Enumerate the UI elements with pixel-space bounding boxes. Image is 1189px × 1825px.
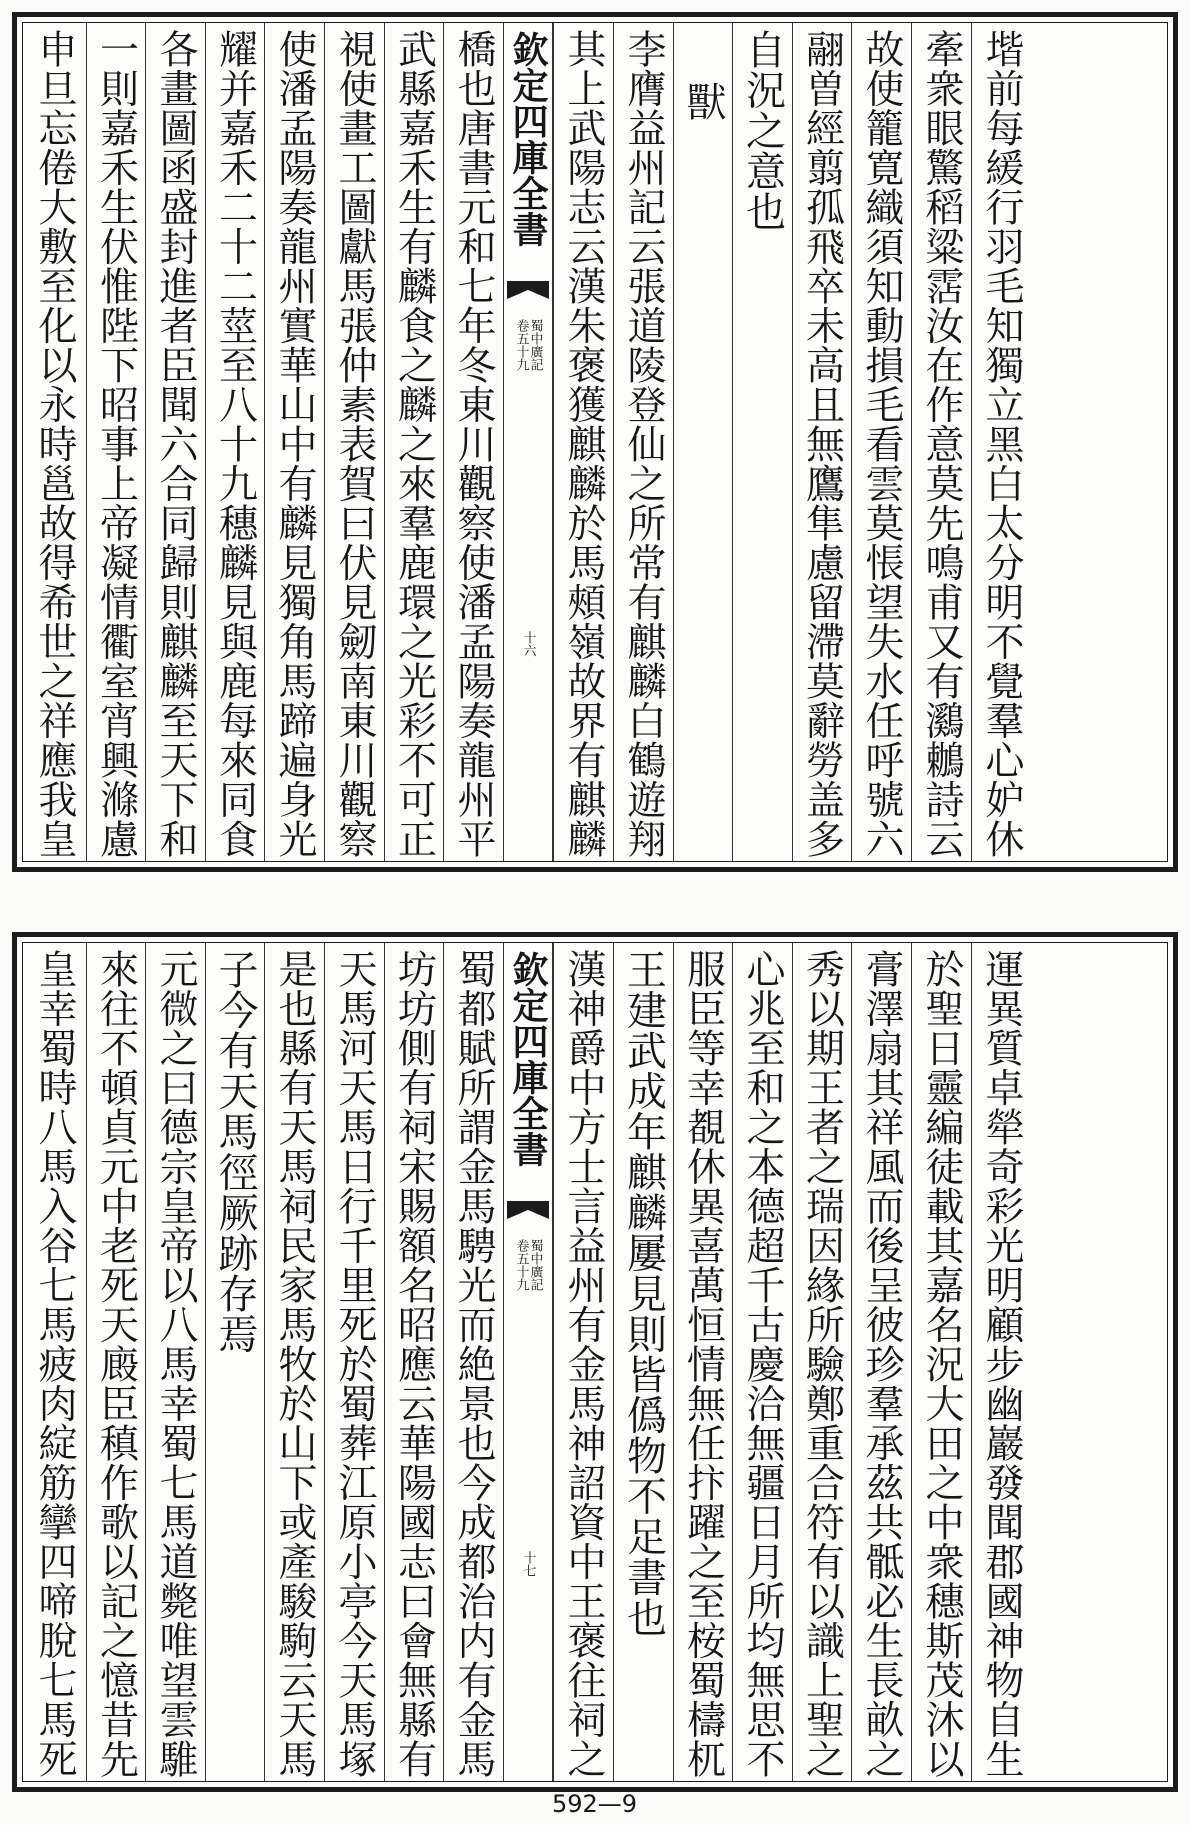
book-name: 蜀中廣記 [527,1239,543,1291]
text-column: 元微之曰德宗皇帝以八馬幸蜀七馬道斃唯望雲騅 [145,943,205,1781]
text-column: 牽衆眼驚稻粱霑汝在作意莫先鳴甫又有鸂鶒詩云 [911,23,971,861]
top-page-block [12,12,1178,872]
text-column: 心兆至和之本德超千古慶洽無疆日月所均無思不 [732,943,792,1781]
text-column: 翮曽經翦孤飛卒未高且無鷹隼慮留滯莫辭勞盖多 [792,23,851,861]
text-column: 皇幸蜀時八馬入谷七馬疲肉綻筋攣四啼脫七馬死 [32,949,77,1779]
text-column: 天馬河天馬日行千里死於蜀葬江原小亭今天馬塚 [324,943,384,1781]
text-column: 故使籠寛織須知動損毛看雲莫悵望失水任呼號六 [851,23,911,861]
book-name: 蜀中廣記 [527,319,543,371]
text-column: 視使畫工圖獻馬張仲素表賀曰伏見劒南東川觀察 [324,23,384,861]
book-title: 欽定四庫全書 [507,951,549,1167]
book-title: 欽定四庫全書 [507,31,549,247]
center-fold-column [503,943,553,1781]
text-column: 橋也唐書元和七年冬東川觀察使潘孟陽奏龍州平 [443,23,503,861]
text-column: 運異質卓犖奇彩光明顧步幽巖發聞郡國神物自生 [971,943,1031,1781]
text-column: 是也縣有天馬祠民家馬牧於山下或產駿駒云天馬 [264,943,324,1781]
page-label: 592—9 [551,1790,638,1818]
text-column: 蜀都賦所謂金馬騁光而絶景也今成都治内有金馬 [443,943,503,1781]
text-column: 漢神爵中方士言益州有金馬神詔資中王褒往祠之 [553,943,613,1781]
text-column: 坊坊側有祠宋賜額名昭應云華陽國志曰會無縣有 [384,943,443,1781]
text-column: 各畫圖函盛封進者臣聞六合同歸則麒麟至天下和 [145,23,205,861]
text-column: 李膺益州記云張道陵登仙之所常有麒麟白鶴遊翔 [613,23,673,861]
text-column: 王建武成年麒麟屢見則皆僞物不足書也 [613,943,673,1781]
text-column: 堦前每緩行羽毛知獨立黑白太分明不覺羣心妒休 [971,23,1031,861]
text-column: 申旦忘倦大敷至化以永時邕故得希世之祥應我皇 [32,29,77,859]
text-column: 自況之意也 [732,23,792,861]
text-column: 一則嘉禾生伏惟陛下昭事上帝凝情衢室宵興滌慮 [86,23,145,861]
text-column: 獸 [673,23,732,861]
text-column: 來往不頓貞元中老死天廄臣稹作歌以記之憶昔先 [86,943,145,1781]
center-fold-column [503,23,553,861]
volume-name: 卷五十九 [513,319,529,371]
blank-margin [1031,23,1168,861]
text-column: 膏澤扇其祥風而後呈彼珍羣承茲共骶必生長畝之 [851,943,911,1781]
text-column: 其上武陽志云漢朱褒獲麒麟於馬頰嶺故界有麒麟 [553,23,613,861]
text-column: 使潘孟陽奏龍州實華山中有麟見獨角馬蹄遍身光 [264,23,324,861]
text-column: 耀并嘉禾二十二莖至八十九穗麟見與鹿每來同食 [205,23,264,861]
fishtail-mark [507,1201,549,1219]
blank-margin [1031,943,1168,1781]
side-info [515,319,542,371]
text-column: 武縣嘉禾生有麟食之麟之來羣鹿環之光彩不可正 [384,23,443,861]
top-page-frame [22,22,1168,862]
text-column: 服臣等幸覩休異喜萬恒情無任抃躍之至桉蜀檮杌 [673,943,732,1781]
text-column: 秀以期王者之瑞因緣所驗鄭重合符有以識上聖之 [792,943,851,1781]
leaf-number: 十六 [520,631,536,657]
text-column: 子今有天馬徑厥跡存焉 [205,943,264,1781]
leaf-number: 十七 [520,1551,536,1577]
fishtail-mark [507,281,549,299]
volume-name: 卷五十九 [513,1239,529,1291]
side-info [515,1239,542,1291]
bottom-page-block [12,932,1178,1792]
text-column: 於聖日靈編徒載其嘉名況大田之中衆穗斯茂沐以 [911,943,971,1781]
bottom-page-frame [22,942,1168,1782]
